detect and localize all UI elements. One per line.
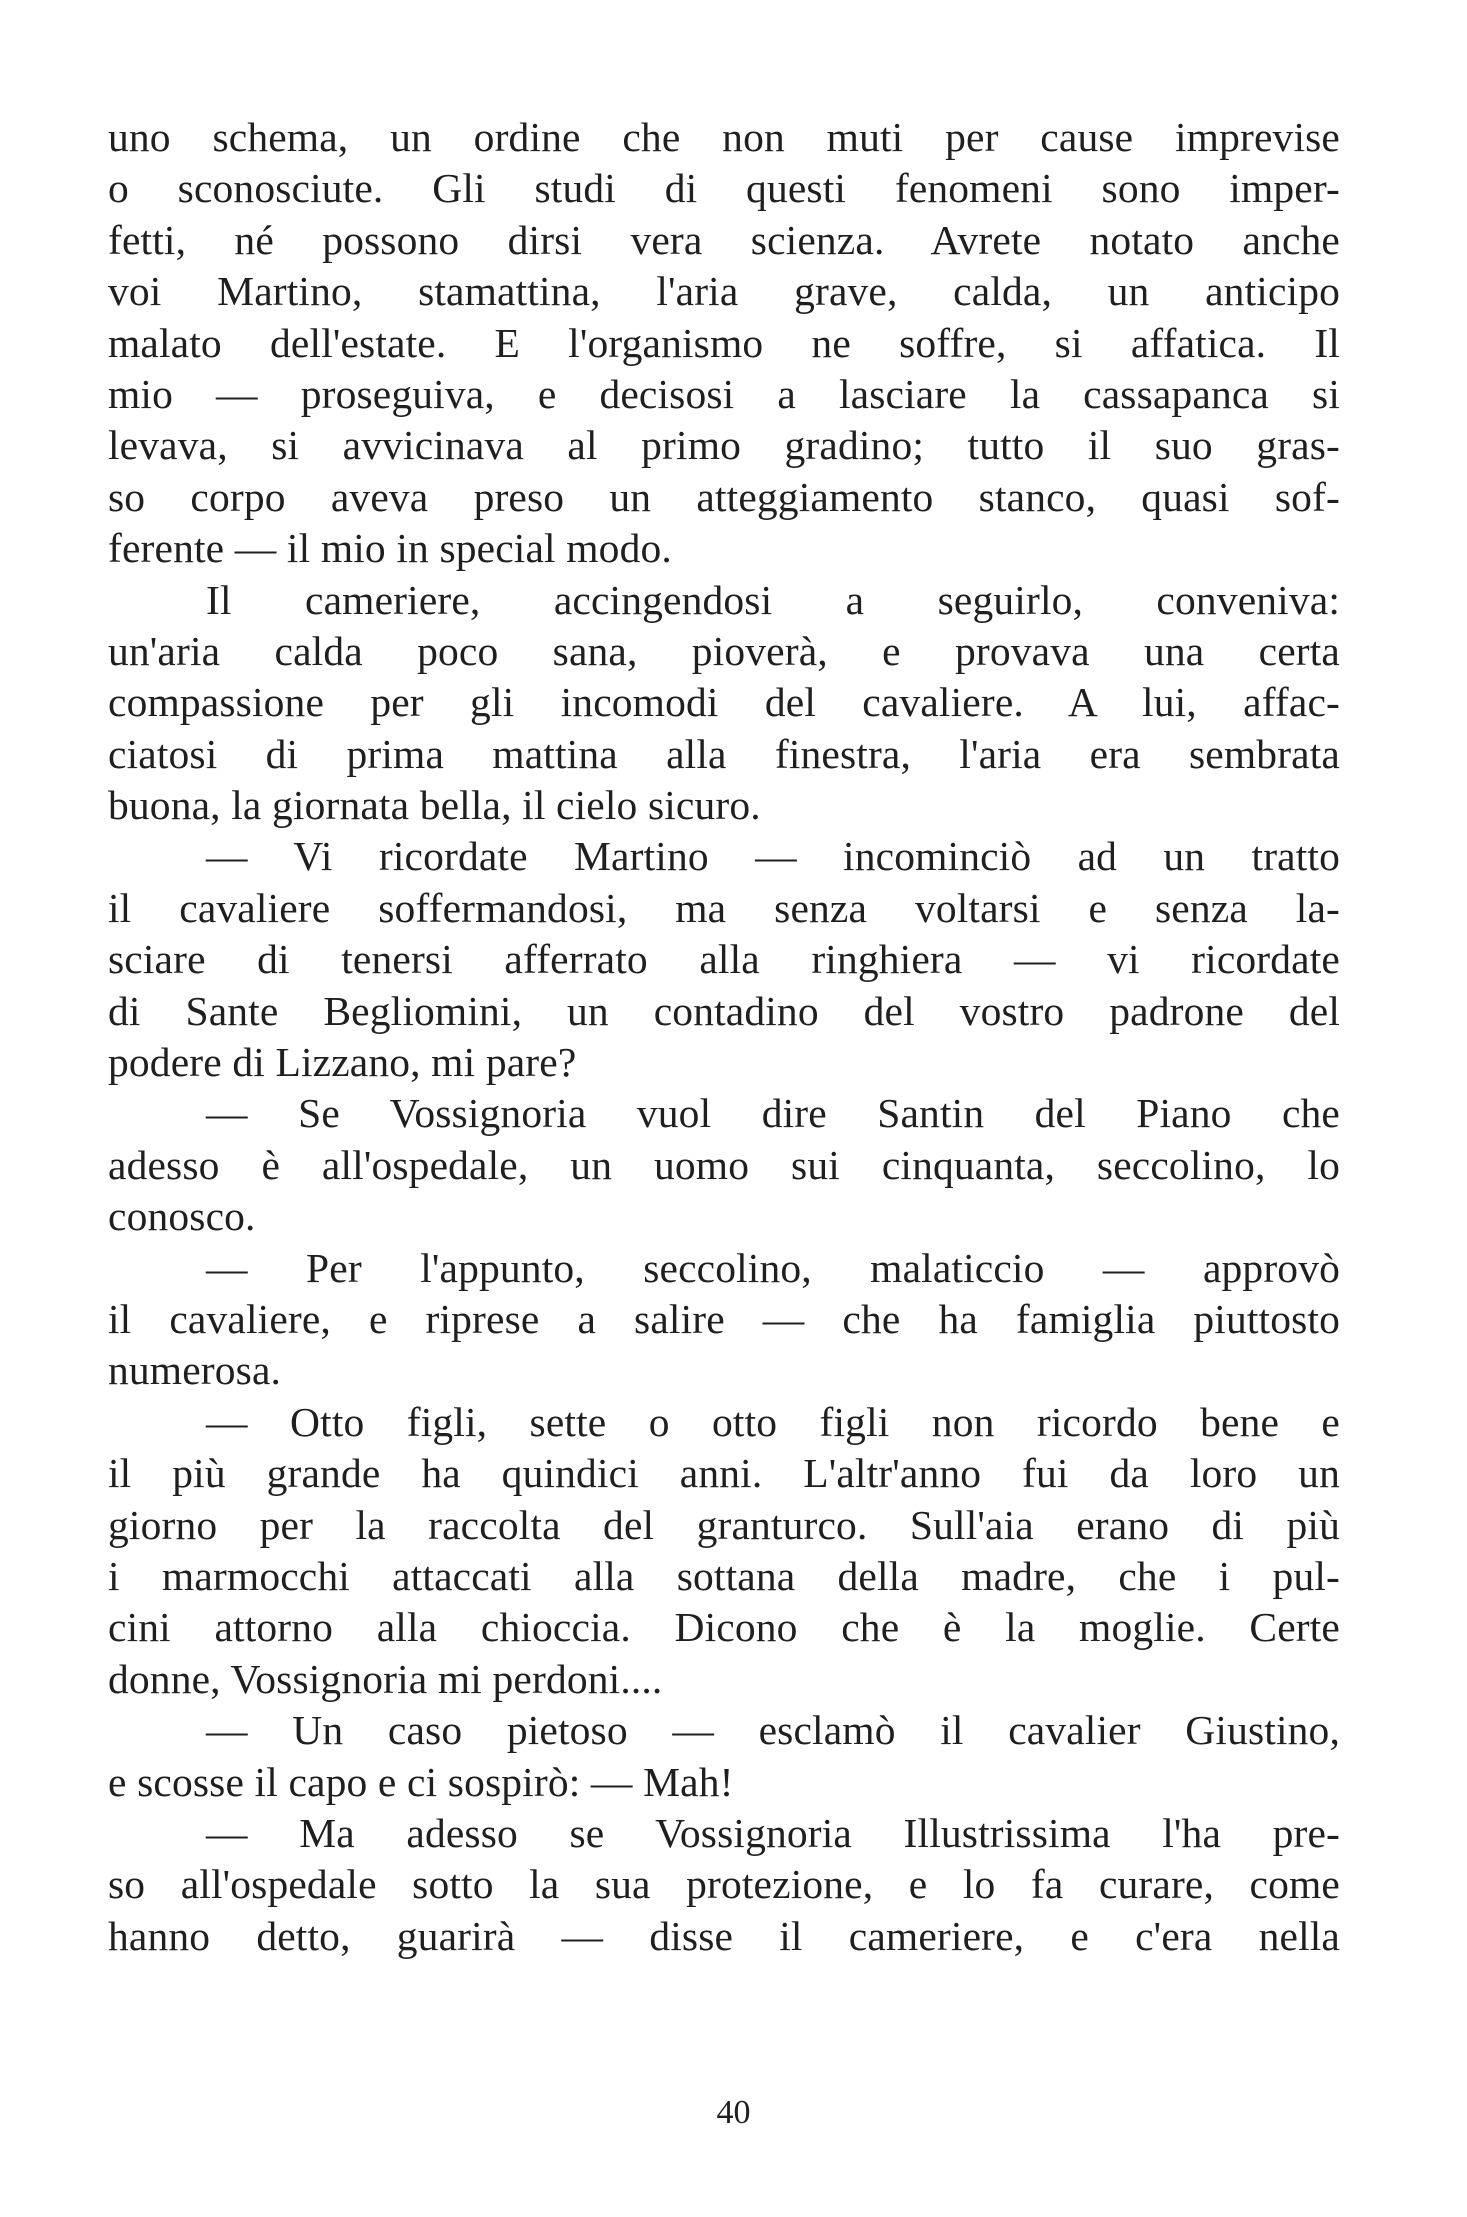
text-line: un'aria calda poco sana, pioverà, e provava una certa bbox=[108, 627, 1340, 674]
text-line: — Se Vossignoria vuol dire Santin del Piano che bbox=[206, 1090, 1340, 1137]
text-line: — Ma adesso se Vossignoria Illustrissima l'ha pre- bbox=[206, 1809, 1340, 1856]
text-line: Il cameriere, accingendosi a seguirlo, conveniva: bbox=[206, 576, 1340, 623]
text-line: voi Martino, stamattina, l'aria grave, calda, un anticipo bbox=[108, 268, 1340, 315]
text-line: fetti, né possono dirsi vera scienza. Avrete notato anche bbox=[108, 216, 1340, 263]
text-line: — Per l'appunto, seccolino, malaticcio — approvò bbox=[206, 1244, 1340, 1291]
text-line: giorno per la raccolta del granturco. Sull'aia erano di più bbox=[108, 1501, 1340, 1548]
text-line: podere di Lizzano, mi pare? bbox=[108, 1039, 577, 1086]
text-line: ciatosi di prima mattina alla finestra, l'aria era sembrata bbox=[108, 730, 1340, 777]
text-line: il cavaliere soffermandosi, ma senza voltarsi e senza la- bbox=[108, 884, 1340, 931]
text-line: il cavaliere, e riprese a salire — che ha famiglia piuttosto bbox=[108, 1295, 1340, 1342]
text-line: — Otto figli, sette o otto figli non ricordo bene e bbox=[206, 1398, 1340, 1445]
text-line: o sconosciute. Gli studi di questi fenomeni sono imper- bbox=[108, 165, 1340, 212]
text-line: so all'ospedale sotto la sua protezione, e lo fa curare, come bbox=[108, 1861, 1340, 1908]
text-line: conosco. bbox=[108, 1193, 256, 1240]
text-line: donne, Vossignoria mi perdoni.... bbox=[108, 1655, 663, 1702]
text-line: cini attorno alla chioccia. Dicono che è la moglie. Certe bbox=[108, 1604, 1340, 1651]
text-line: uno schema, un ordine che non muti per cause imprevise bbox=[108, 114, 1340, 160]
text-line: hanno detto, guarirà — disse il cameriere, e c'era nella bbox=[108, 1912, 1340, 1959]
text-line: e scosse il capo e ci sospirò: — Mah! bbox=[108, 1758, 734, 1805]
text-line: i marmocchi attaccati alla sottana della madre, che i pul- bbox=[108, 1552, 1340, 1599]
text-line: sciare di tenersi afferrato alla ringhiera — vi ricordate bbox=[108, 936, 1340, 983]
text-line: di Sante Begliomini, un contadino del vostro padrone del bbox=[108, 987, 1340, 1034]
text-line: mio — proseguiva, e decisosi a lasciare la cassapanca si bbox=[108, 370, 1340, 417]
text-line: levava, si avvicinava al primo gradino; tutto il suo gras- bbox=[108, 422, 1340, 469]
text-line: adesso è all'ospedale, un uomo sui cinquanta, seccolino, lo bbox=[108, 1141, 1340, 1188]
text-line: — Un caso pietoso — esclamò il cavalier Giustino, bbox=[206, 1707, 1340, 1754]
text-line: ferente — il mio in special modo. bbox=[108, 525, 672, 572]
text-line: malato dell'estate. E l'organismo ne soffre, si affatica. Il bbox=[108, 319, 1340, 366]
text-line: il più grande ha quindici anni. L'altr'anno fui da loro un bbox=[108, 1450, 1340, 1497]
text-line: buona, la giornata bella, il cielo sicuro. bbox=[108, 782, 761, 829]
text-line: numerosa. bbox=[108, 1347, 282, 1394]
text-line: compassione per gli incomodi del cavaliere. A lui, affac- bbox=[108, 679, 1340, 726]
text-line: so corpo aveva preso un atteggiamento stanco, quasi sof- bbox=[108, 473, 1340, 520]
body-text bbox=[108, 112, 1340, 1962]
text-line: — Vi ricordate Martino — incominciò ad un tratto bbox=[206, 833, 1340, 880]
page-number: 40 bbox=[716, 2094, 751, 2131]
